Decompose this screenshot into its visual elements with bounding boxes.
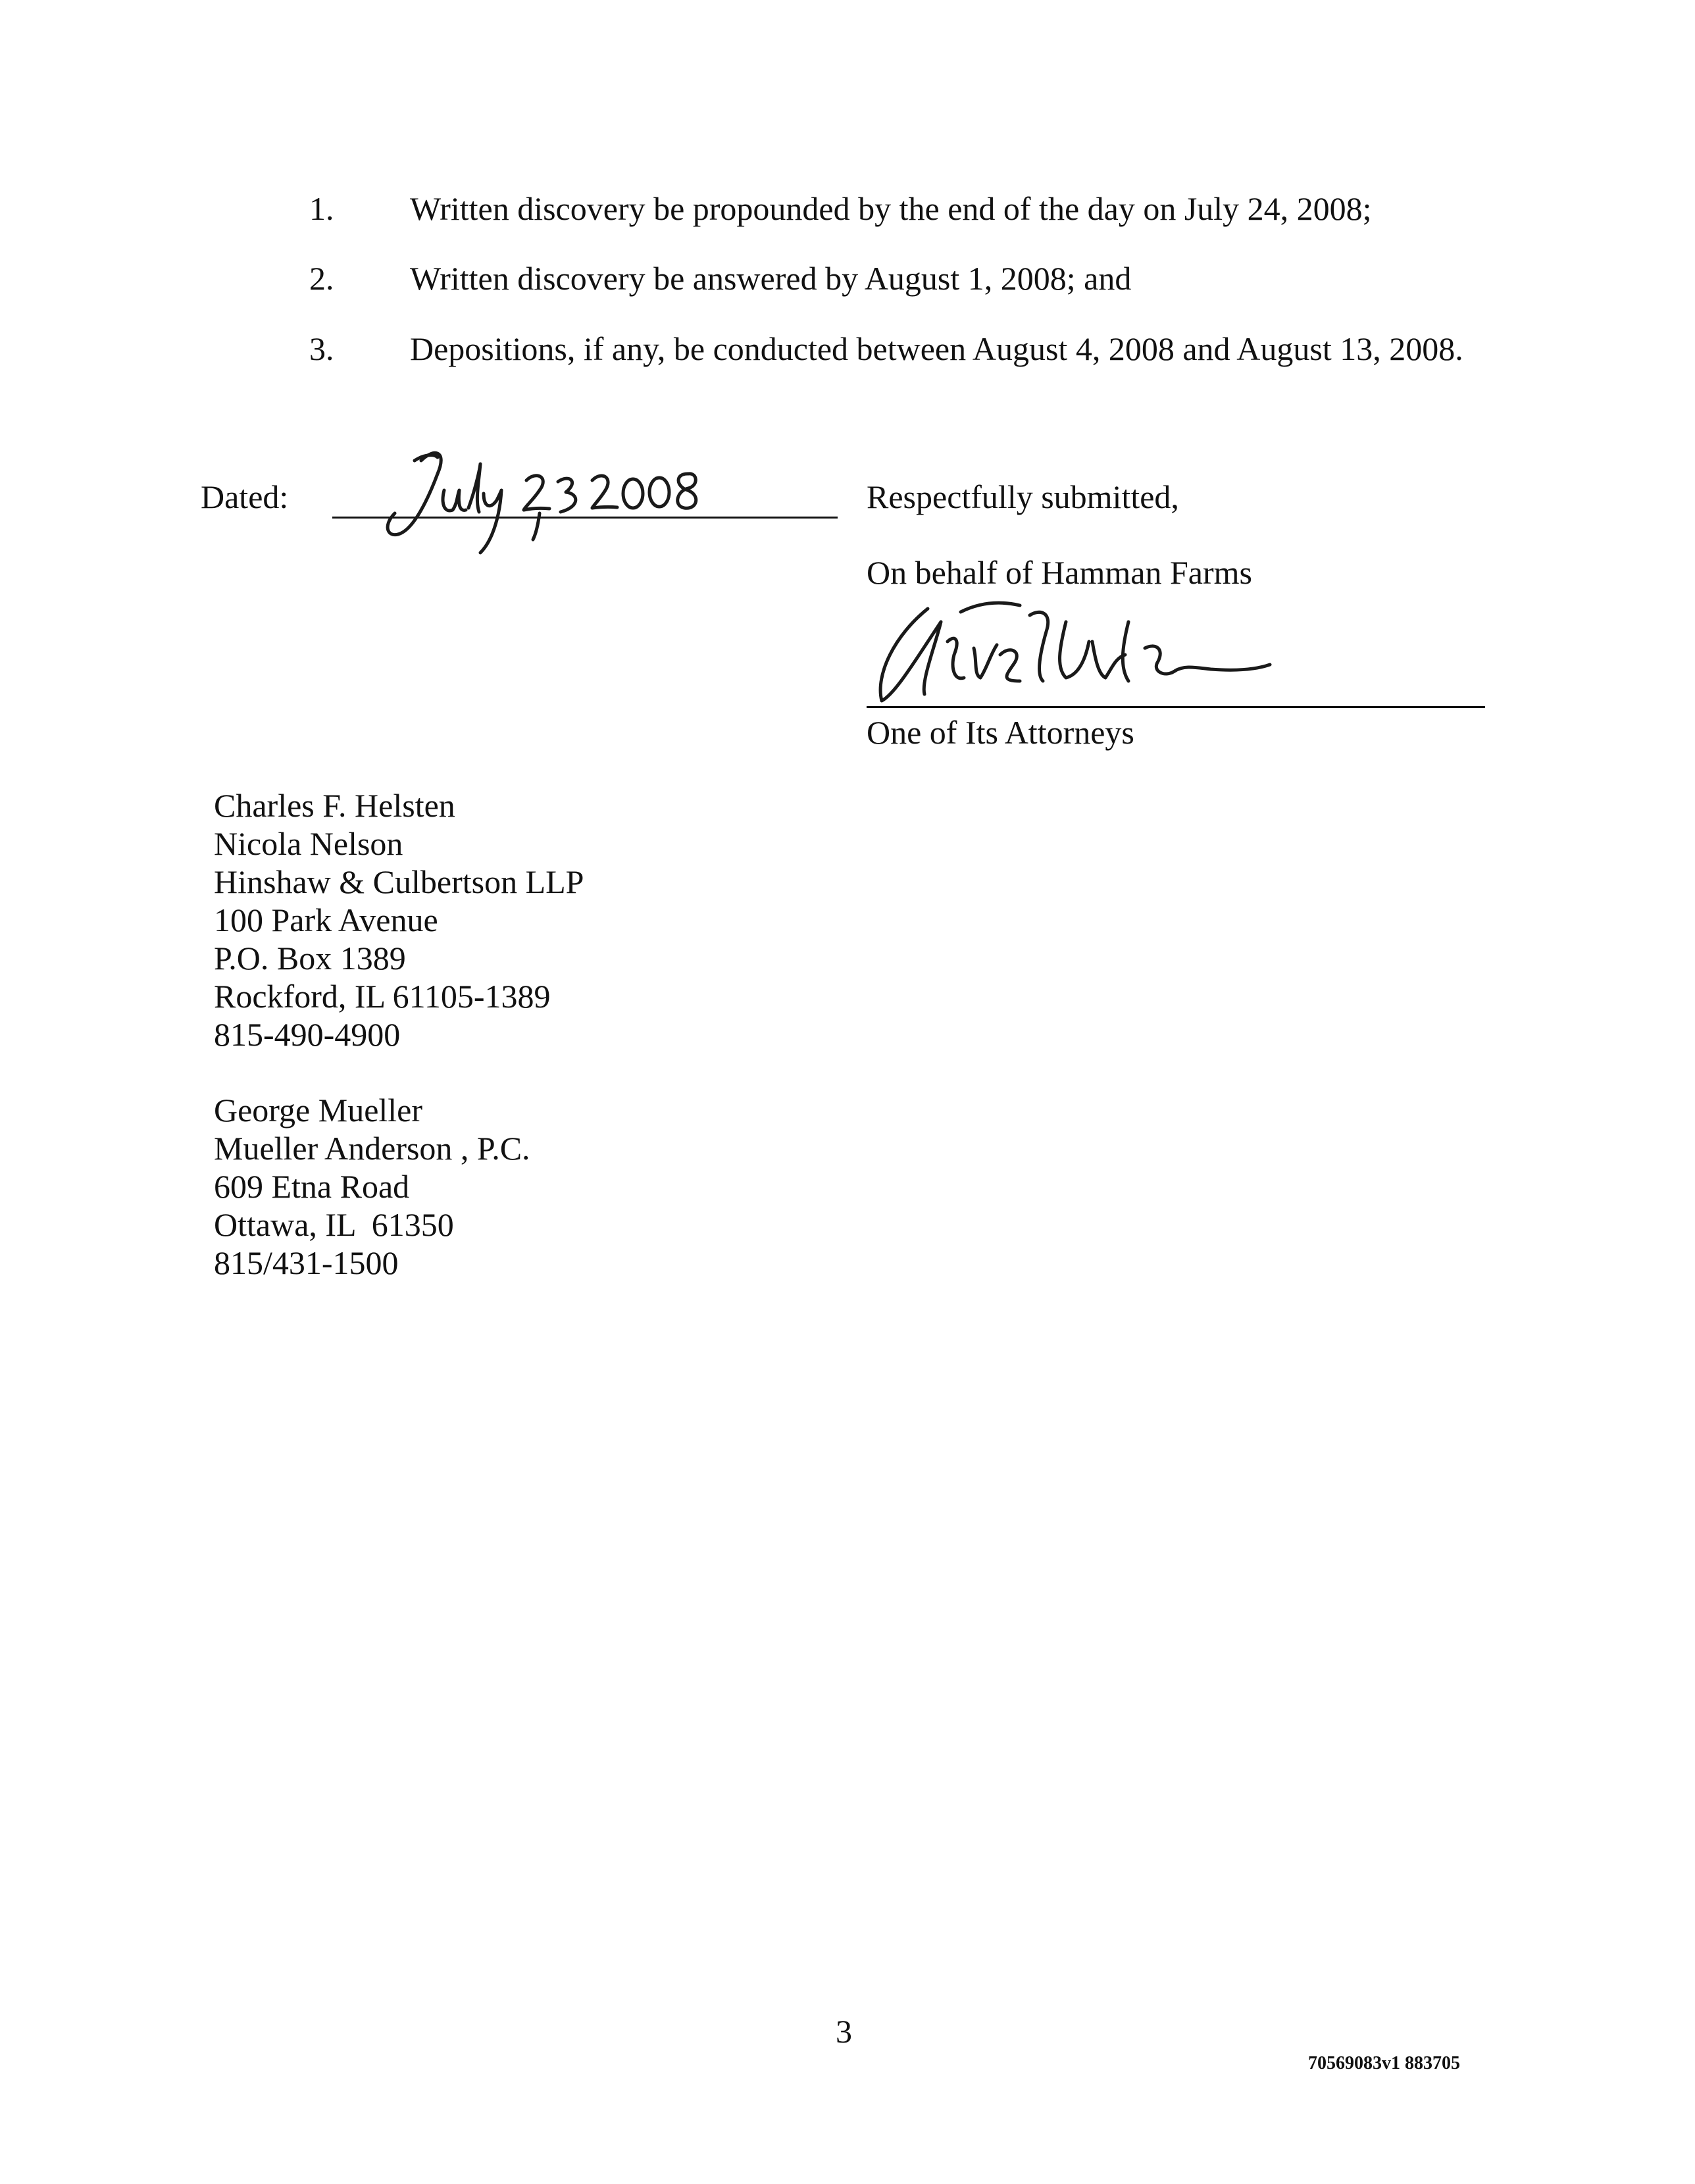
list-text: Written discovery be propounded by the end of the day on July 24, 2008; [410,190,1372,227]
signature-line [867,706,1485,708]
attorney-block-1 [214,786,584,1054]
list-number: 2. [309,260,334,297]
page-number: 3 [836,2013,852,2050]
list-number: 3. [309,330,334,367]
address-line: 100 Park Avenue [214,902,438,938]
attorney-block-2 [214,1091,530,1282]
attorney-name: Nicola Nelson [214,825,403,862]
phone-number: 815-490-4900 [214,1016,401,1053]
dated-label: Dated: [201,478,289,515]
law-firm: Mueller Anderson , P.C. [214,1130,530,1167]
city-state-zip: Ottawa, IL 61350 [214,1206,454,1243]
document-id: 70569083v1 883705 [1308,2053,1460,2073]
phone-number: 815/431-1500 [214,1244,399,1281]
respectfully-submitted: Respectfully submitted, [867,478,1179,515]
signature-caption: One of Its Attorneys [867,714,1134,751]
list-text: Depositions, if any, be conducted between August 4, 2008 and August 13, 2008. [410,330,1463,367]
city-state-zip: Rockford, IL 61105-1389 [214,978,551,1015]
attorney-name: Charles F. Helsten [214,787,455,824]
attorney-name: George Mueller [214,1092,423,1129]
list-number: 1. [309,190,334,227]
address-line: P.O. Box 1389 [214,940,406,977]
law-firm: Hinshaw & Culbertson LLP [214,863,584,900]
list-text: Written discovery be answered by August 1, 2008; and [410,260,1132,297]
on-behalf-of: On behalf of Hamman Farms [867,554,1252,591]
address-line: 609 Etna Road [214,1168,410,1205]
